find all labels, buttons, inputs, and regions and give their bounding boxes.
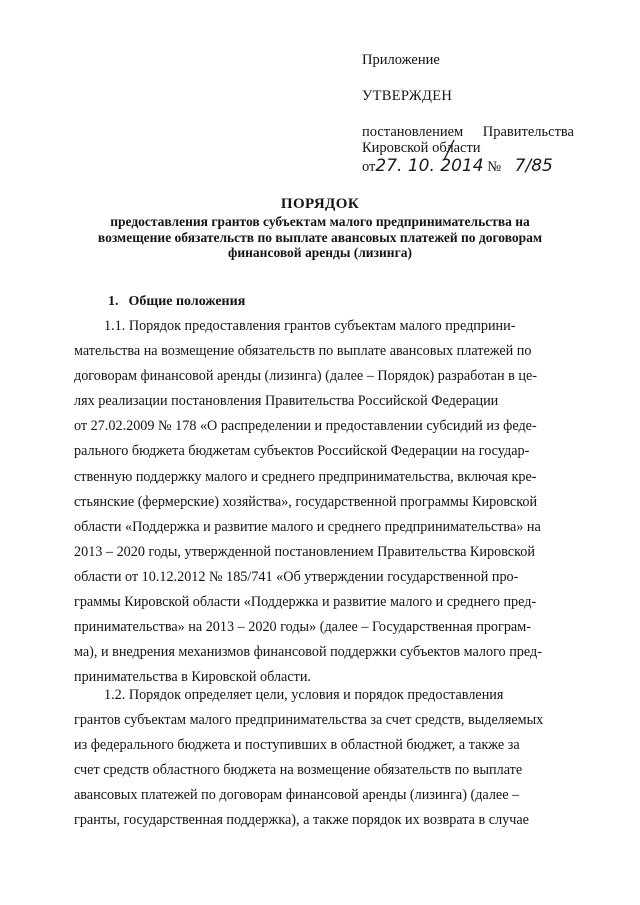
- section-title: Общие положения: [128, 294, 246, 309]
- paragraph-line: авансовых платежей по договорам финансовой аренды (лизинга) (далее –: [74, 787, 520, 804]
- subtitle-line: финансовой аренды (лизинга): [228, 245, 412, 260]
- paragraph-line: ственную поддержку малого и среднего предпринимательства, включая кре-: [74, 468, 537, 485]
- paragraph-line: счет средств областного бюджета на возмещение обязательств по выплате: [74, 762, 523, 779]
- region-name: Кировской области: [362, 140, 481, 156]
- subtitle-line: предоставления грантов субъектам малого предпринимательства на: [110, 214, 530, 229]
- paragraph-line: принимательства» на 2013 – 2020 годы» (далее – Государственная програм-: [74, 619, 531, 636]
- paragraph-line: граммы Кировской области «Поддержка и развитие малого и среднего пред-: [74, 594, 537, 611]
- subtitle-line: возмещение обязательств по выплате авансовых платежей по договорам: [97, 229, 543, 245]
- handwritten-number: 7/85: [514, 156, 553, 176]
- number-sign: №: [487, 159, 502, 175]
- paragraph-1-2: [74, 683, 574, 834]
- paragraph-line: стьянские (фермерские) хозяйства», государственной программы Кировской: [74, 493, 538, 510]
- section-heading: [108, 294, 245, 310]
- decree-block: [362, 124, 574, 156]
- date-prefix: от: [362, 159, 376, 175]
- paragraph-line: грантов субъектам малого предпринимательства за счет средств, выделяемых: [74, 712, 544, 729]
- paragraph-line: 1.1. Порядок предоставления грантов субъектам малого предприни-: [104, 318, 516, 334]
- paragraph-line: принимательства в Кировской области.: [74, 669, 311, 686]
- paragraph-line: ма), и внедрения механизмов финансовой поддержки субъектов малого пред-: [74, 644, 542, 661]
- paragraph-line: лях реализации постановления Правительства Российской Федерации: [74, 393, 499, 410]
- paragraph-line: 1.2. Порядок определяет цели, условия и порядок предоставления: [104, 687, 504, 703]
- paragraph-1-1: [74, 314, 574, 690]
- document-subtitle: [70, 214, 570, 261]
- paragraph-line: от 27.02.2009 № 178 «О распределении и предоставлении субсидий из феде-: [74, 418, 537, 435]
- paragraph-line: мательства на возмещение обязательств по выплате авансовых платежей по: [74, 343, 532, 360]
- paragraph-line: из федерального бюджета и поступивших в областной бюджет, а также за: [74, 737, 520, 754]
- document-title: ПОРЯДОК: [280, 196, 360, 212]
- paragraph-line: договорам финансовой аренды (лизинга) (далее – Порядок) разработан в це-: [74, 368, 537, 385]
- paragraph-line: рального бюджета бюджетам субъектов Российской Федерации на государ-: [74, 443, 530, 460]
- handwritten-date: 27. 10. 2014: [375, 156, 484, 176]
- paragraph-line: области от 10.12.2012 № 185/741 «Об утверждении государственной про-: [74, 568, 519, 585]
- decree-date-number: [362, 156, 553, 176]
- paragraph-line: гранты, государственная поддержка), а также порядок их возврата в случае: [74, 812, 529, 829]
- paragraph-line: области «Поддержка и развитие малого и среднего предпринимательства» на: [74, 518, 541, 535]
- appendix-label: Приложение: [362, 52, 440, 68]
- decree-word: постановлением: [362, 124, 464, 140]
- approved-label: УТВЕРЖДЕН: [362, 88, 453, 104]
- government-word: Правительства: [482, 124, 574, 140]
- paragraph-line: 2013 – 2020 годы, утвержденной постановлением Правительства Кировской: [74, 543, 535, 560]
- section-number: 1.: [108, 294, 119, 309]
